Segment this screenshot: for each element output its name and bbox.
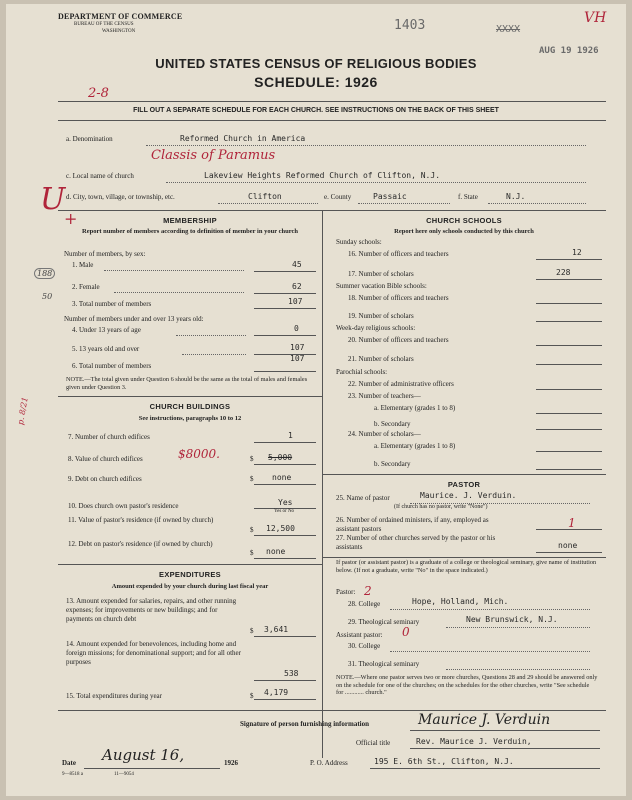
expenditures-title: EXPENDITURES: [159, 570, 221, 579]
q16-label: 16. Number of officers and teachers: [348, 250, 449, 258]
margin-50-mark: 50: [42, 292, 53, 301]
signature-label: Signature of person furnishing information: [240, 720, 369, 728]
q3-value: 107: [288, 297, 303, 306]
q4-label: 4. Under 13 years of age: [72, 326, 141, 334]
q19-label: 19. Number of scholars: [348, 312, 414, 320]
q2-value: 62: [292, 282, 302, 291]
form-schedule: SCHEDULE: 1926: [254, 74, 378, 90]
q25-note: (If church has no pastor, write "None"): [394, 504, 488, 510]
q13-label: 13. Amount expended for salaries, repairs, and other running expenses; for improvements or new buildings; and for payments on church debt: [66, 597, 237, 623]
q6-value: 107: [290, 354, 305, 363]
margin-mark-plus: +: [64, 209, 78, 228]
dollar-sign: $: [250, 455, 254, 463]
schools-title: CHURCH SCHOOLS: [426, 216, 502, 225]
denomination-label: a. Denomination: [66, 135, 113, 143]
state-value: N.J.: [506, 192, 526, 201]
schools-subtitle: Report here only schools conducted by this church: [394, 228, 534, 235]
pastor-hand: 2: [364, 584, 372, 598]
location-label: WASHINGTON: [102, 29, 136, 34]
city-value: Clifton: [248, 192, 282, 201]
state-label: f. State: [458, 193, 478, 201]
form-number-2: 11—9054: [114, 772, 134, 777]
classis-hand: Classis of Paramus: [151, 148, 276, 163]
instruction: FILL OUT A SEPARATE SCHEDULE FOR EACH CHURCH. SEE INSTRUCTIONS ON THE BACK OF THIS SHEET: [133, 107, 499, 114]
official-label: Official title: [356, 739, 391, 747]
q3-label: 3. Total number of members: [72, 300, 152, 308]
address-value: 195 E. 6th St., Clifton, N.J.: [374, 757, 514, 766]
q27-value: none: [558, 541, 578, 550]
stamp-date: AUG 19 1926: [539, 46, 599, 56]
pastor-note: NOTE.—Where one pastor serves two or more churches, Questions 28 and 29 should be answered only on the schedule for one of the churches; on the schedules for the other churches, write "See schedule for ............ church.": [336, 674, 598, 696]
q25-value: Maurice. J. Verduin.: [420, 491, 517, 500]
sunday-label: Sunday schools:: [336, 238, 382, 246]
assistant-label: Assistant pastor:: [336, 631, 383, 639]
q8-hand-value: $8000.: [178, 447, 220, 461]
expenditures-subtitle: Amount expended by your church during last fiscal year: [111, 583, 269, 590]
margin-note: p. 8/21: [16, 396, 30, 426]
q15-label: 15. Total expenditures during year: [66, 692, 162, 700]
q12-label: 12. Debt on pastor's residence (if owned by church): [68, 540, 213, 548]
stamp-crossed: XXXX: [496, 24, 521, 35]
membership-note: NOTE.—The total given under Question 6 should be the same as the total of males and females given under Question 3.: [66, 376, 308, 391]
department-label: DEPARTMENT OF COMMERCE: [58, 12, 183, 21]
q10-value: Yes: [278, 498, 293, 507]
q17-label: 17. Number of scholars: [348, 270, 414, 278]
date-value: August 16,: [102, 746, 185, 764]
q11-value: 12,500: [266, 524, 295, 533]
q4-value: 0: [294, 324, 299, 333]
q7-value: 1: [288, 431, 293, 440]
q24b-label: b. Secondary: [374, 460, 411, 468]
hand-vh: VH: [584, 10, 607, 26]
official-value: Rev. Maurice J. Verduin,: [416, 737, 532, 746]
county-label: e. County: [324, 193, 352, 201]
q24-label: 24. Number of scholars—: [348, 430, 421, 438]
age-label: Number of members under and over 13 years old:: [64, 315, 204, 323]
q8-value: 5,000: [268, 453, 293, 462]
q29-label: 29. Theological seminary: [348, 618, 420, 626]
membership-title: MEMBERSHIP: [163, 216, 217, 225]
form-number: 9—8518 a: [62, 772, 83, 777]
by-sex-label: Number of members, by sex:: [64, 250, 146, 258]
q9-value: none: [272, 473, 292, 482]
weekday-label: Week-day religious schools:: [336, 324, 416, 332]
local-name-label: c. Local name of church: [66, 172, 134, 180]
q14-label: 14. Amount expended for benevolences, including home and foreign missions; for denominational support; and for all other purposes: [66, 640, 241, 666]
q23-label: 23. Number of teachers—: [348, 392, 421, 400]
stamp-number: 1403: [394, 18, 426, 33]
summer-label: Summer vacation Bible schools:: [336, 282, 427, 290]
q21-label: 21. Number of scholars: [348, 355, 414, 363]
q24a-label: a. Elementary (grades 1 to 8): [374, 442, 456, 450]
q18-label: 18. Number of officers and teachers: [348, 294, 449, 302]
q5-label: 5. 13 years old and over: [72, 345, 140, 353]
q16-value: 12: [572, 248, 582, 257]
q9-label: 9. Debt on church edifices: [68, 475, 142, 483]
q7-label: 7. Number of church edifices: [68, 433, 150, 441]
margin-mark-u: U: [40, 182, 66, 217]
signature: Maurice J. Verduin: [418, 712, 551, 728]
parochial-label: Parochial schools:: [336, 368, 388, 376]
q15-value: 4,179: [264, 688, 289, 697]
q26-value: 1: [568, 516, 576, 530]
q13-value: 3,641: [264, 625, 289, 634]
membership-subtitle: Report number of members according to definition of member in your church: [82, 228, 298, 235]
q25-label: 25. Name of pastor: [336, 494, 390, 502]
q1-value: 45: [292, 260, 302, 269]
q12-value: none: [266, 547, 286, 556]
q1-label: 1. Male: [72, 261, 94, 269]
q14-value: 538: [284, 669, 299, 678]
local-name-value: Lakeview Heights Reformed Church of Clifton, N.J.: [204, 171, 441, 180]
q23b-label: b. Secondary: [374, 420, 411, 428]
denomination-value: Reformed Church in America: [180, 134, 306, 143]
q2-label: 2. Female: [72, 283, 100, 291]
form-title: UNITED STATES CENSUS OF RELIGIOUS BODIES: [155, 56, 477, 71]
margin-circle-mark: 188: [34, 268, 55, 279]
dollar-sign: $: [250, 692, 254, 700]
q11-label: 11. Value of pastor's residence (if owned by church): [68, 516, 214, 524]
q5-value: 107: [290, 343, 305, 352]
dollar-sign: $: [250, 549, 254, 557]
pastor-title: PASTOR: [447, 480, 481, 489]
q6-label: 6. Total number of members: [72, 362, 152, 370]
yes-no-hint: Yes or No: [274, 509, 295, 514]
census-schedule-sheet: [6, 4, 626, 796]
dollar-sign: $: [250, 526, 254, 534]
q28-value: Hope, Holland, Mich.: [412, 597, 509, 606]
county-value: Passaic: [373, 192, 407, 201]
q10-label: 10. Does church own pastor's residence: [68, 502, 179, 510]
q28-label: 28. College: [348, 600, 381, 608]
city-label: d. City, town, village, or township, etc.: [66, 193, 175, 201]
dollar-sign: $: [250, 627, 254, 635]
pastor-sub-label: Pastor:: [336, 588, 356, 596]
q8-label: 8. Value of church edifices: [68, 455, 143, 463]
bureau-label: BUREAU OF THE CENSUS: [74, 22, 134, 27]
q30-label: 30. College: [348, 642, 381, 650]
q29-value: New Brunswick, N.J.: [466, 615, 558, 624]
q17-value: 228: [556, 268, 571, 277]
address-label: P. O. Address: [310, 759, 348, 767]
dollar-sign: $: [250, 475, 254, 483]
q20-label: 20. Number of officers and teachers: [348, 336, 449, 344]
date-label: Date: [62, 759, 76, 767]
q22-label: 22. Number of administrative officers: [348, 380, 454, 388]
buildings-subtitle: See instructions, paragraphs 10 to 12: [138, 415, 242, 422]
assistant-hand: 0: [402, 625, 410, 639]
graduate-note: If pastor (or assistant pastor) is a graduate of a college or theological seminary, give name of institution below. (If not a graduate, write "No" in the space indicated.): [336, 559, 597, 574]
year: 1926: [224, 759, 238, 767]
q26-label: 26. Number of ordained ministers, if any, employed as assistant pastors: [336, 516, 489, 533]
hand-ref: 2-8: [88, 86, 109, 101]
q27-label: 27. Number of other churches served by the pastor or his assistants: [336, 534, 496, 551]
q23a-label: a. Elementary (grades 1 to 8): [374, 404, 456, 412]
q31-label: 31. Theological seminary: [348, 660, 420, 668]
buildings-title: CHURCH BUILDINGS: [149, 402, 231, 411]
